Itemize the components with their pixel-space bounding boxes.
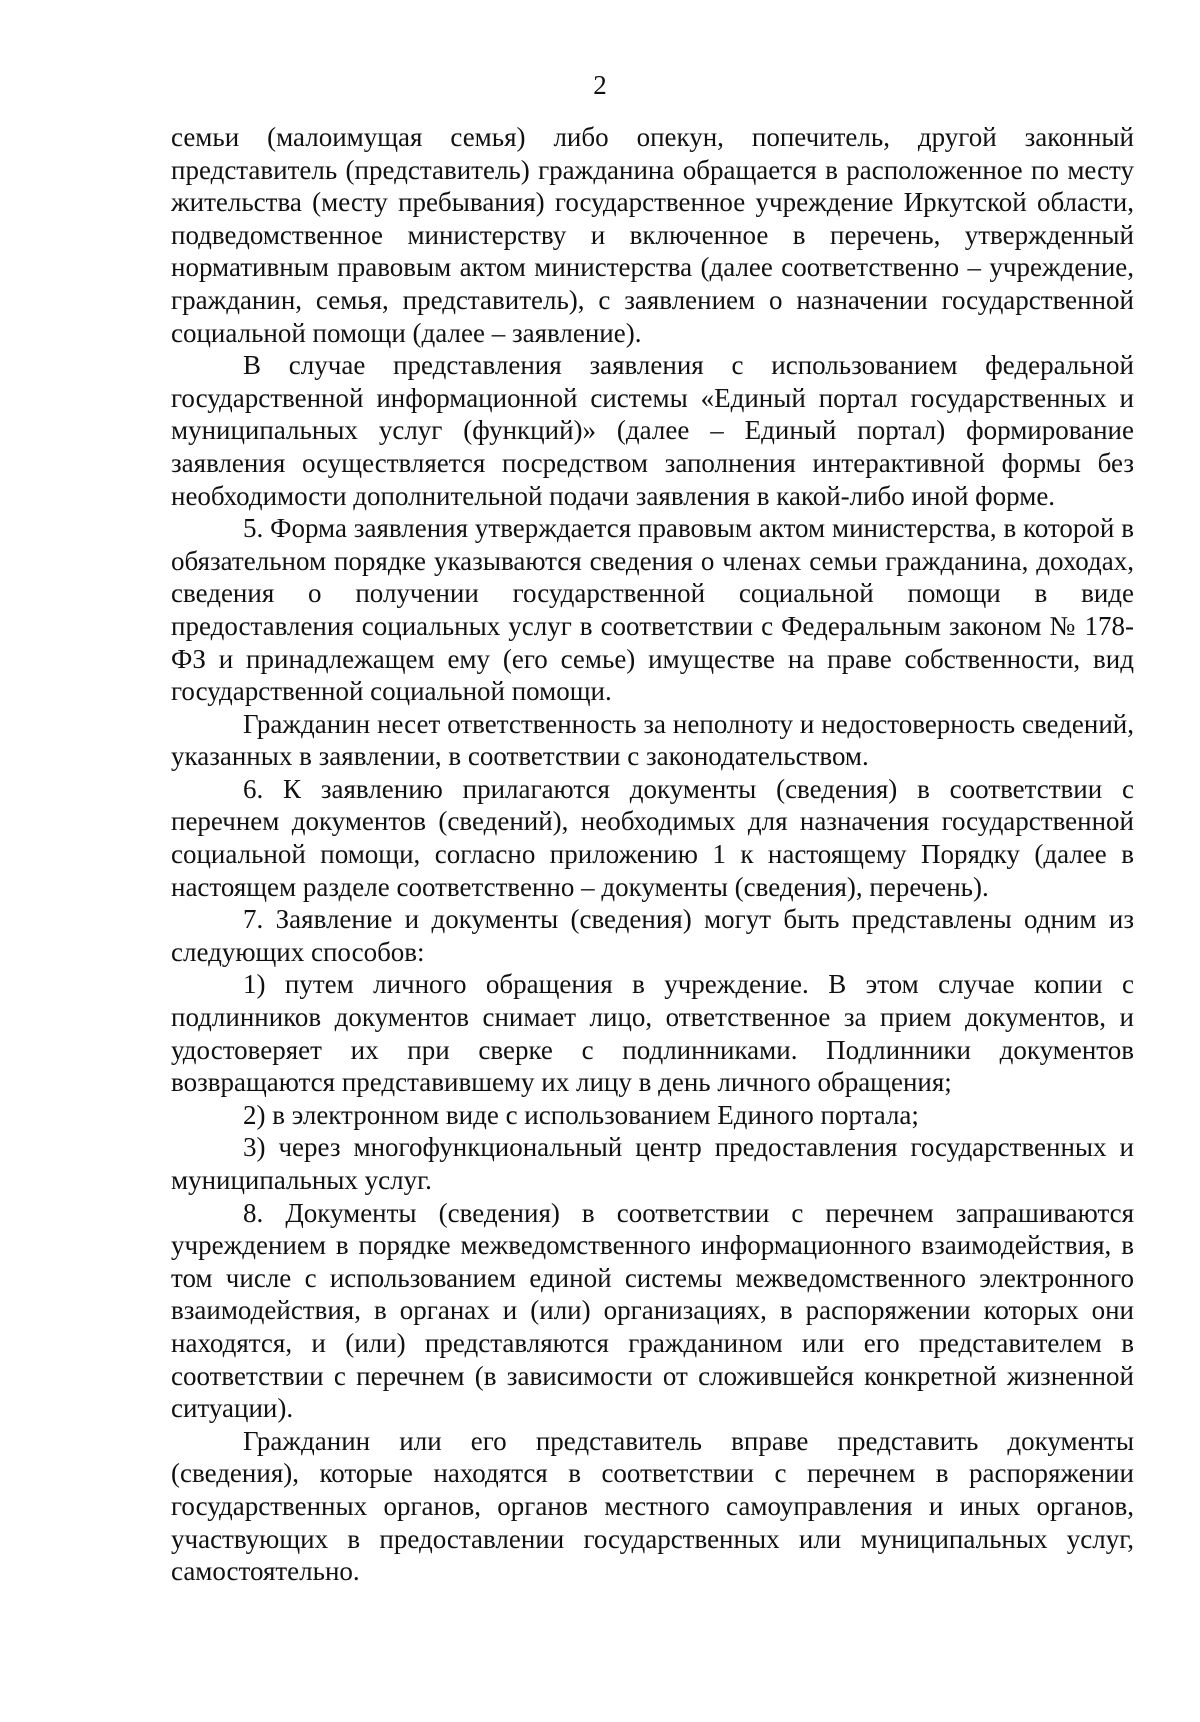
- paragraph-item-7: 7. Заявление и документы (сведения) могут быть представлены одним из следующих способов:: [171, 904, 1134, 967]
- paragraph-unified-portal: В случае представления заявления с использованием федеральной государственной информационной системы «Единый портал государственных и муниципальных услуг (функций)» (далее – Единый портал) формирование заявления осуществляется посредством заполнения интерактивной формы без необходимости дополнительной подачи заявления в какой-либо иной форме.: [171, 350, 1134, 511]
- paragraph-item-7-1: 1) путем личного обращения в учреждение. В этом случае копии с подлинников документов снимает лицо, ответственное за прием документов, и удостоверяет их при сверке с подлинниками. Подлинники документов возвращаются представившему их лицу в день личного обращения;: [171, 969, 1134, 1098]
- paragraph-item-6: 6. К заявлению прилагаются документы (сведения) в соответствии с перечнем документов (сведений), необходимых для назначения государственной социальной помощи, согласно приложению 1 к настоящему Порядку (далее в настоящем разделе соответственно – документы (сведения), перечень).: [171, 773, 1134, 902]
- paragraph-item-5: 5. Форма заявления утверждается правовым актом министерства, в которой в обязательном порядке указываются сведения о членах семьи гражданина, доходах, сведения о получении государственной социальной помощи в виде предоставления социальных услуг в соответствии с Федеральным законом № 178-ФЗ и принадлежащем ему (его семье) имуществе на праве собственности, вид государственной социальной помощи.: [171, 513, 1134, 707]
- paragraph-responsibility: Гражданин несет ответственность за неполноту и недостоверность сведений, указанных в заявлении, в соответствии с законодательством.: [171, 708, 1134, 772]
- paragraph-self-submission: Гражданин или его представитель вправе представить документы (сведения), которые находятся в соответствии с перечнем в распоряжении государственных органов, органов местного самоуправления и иных органов, участвующих в предоставлении государственных или муниципальных услуг, самостоятельно.: [171, 1425, 1134, 1587]
- paragraph-item-7-3: 3) через многофункциональный центр предоставления государственных и муниципальных услуг.: [171, 1132, 1134, 1195]
- paragraph-item-8: 8. Документы (сведения) в соответствии с перечнем запрашиваются учреждением в порядке межведомственного информационного взаимодействия, в том числе с использованием единой системы межведомственного электронного взаимодействия, в органах и (или) организациях, в распоряжении которых они находятся, и (или) представляются гражданином или его представителем в соответствии с перечнем (в зависимости от сложившейся конкретной жизненной ситуации).: [171, 1197, 1134, 1424]
- page-number: 2: [593, 70, 607, 100]
- paragraph-continuation: семьи (малоимущая семья) либо опекун, попечитель, другой законный представитель (представитель) гражданина обращается в расположенное по месту жительства (месту пребывания) государственное учреждение Иркутской области, подведомственное министерству и включенное в перечень, утвержденный нормативным правовым актом министерства (далее соответственно – учреждение, гражданин, семья, представитель), с заявлением о назначении государственной социальной помощи (далее – заявление).: [171, 122, 1134, 348]
- document-body: [171, 121, 1134, 1588]
- paragraph-item-7-2: 2) в электронном виде с использованием Единого портала;: [243, 1099, 919, 1130]
